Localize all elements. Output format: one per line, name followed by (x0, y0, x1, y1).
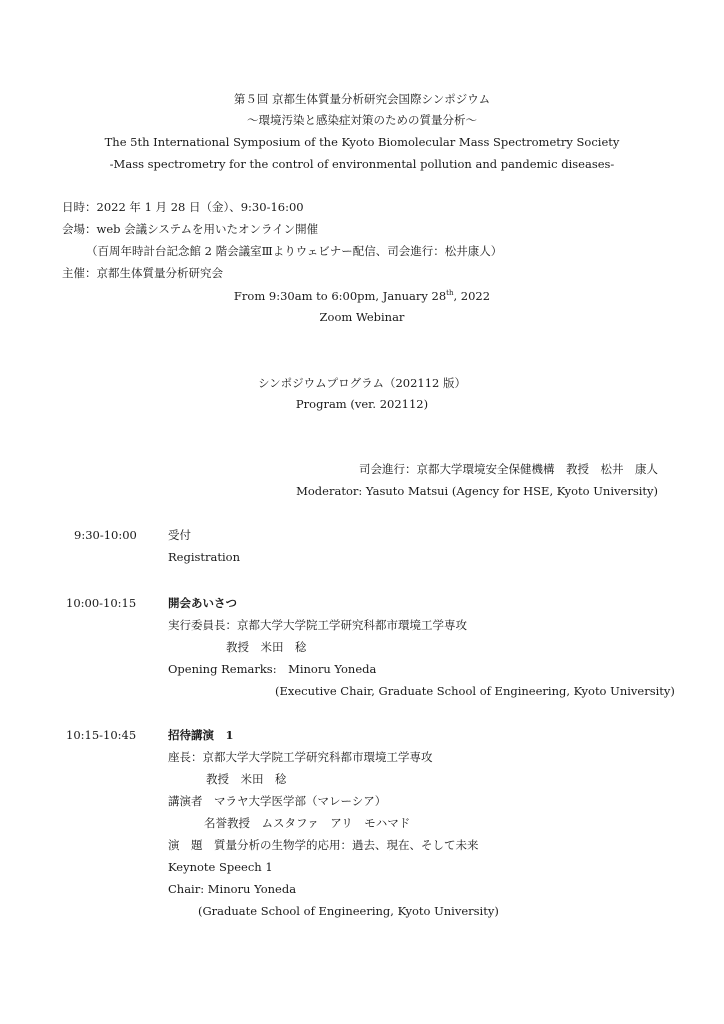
session-line: 実行委員長：京都大学大学院工学研究科都市環境工学専攻 (168, 618, 467, 632)
symposium-subtitle-en: -Mass spectrometry for the control of environmental pollution and pandemic diseases- (109, 157, 615, 171)
session-line: Keynote Speech 1 (168, 860, 273, 874)
session-time: 10:15-10:45 (66, 728, 137, 742)
session-line: Registration (168, 550, 241, 564)
session-line: 教授 米田 稔 (226, 640, 307, 654)
event-time-en (0, 290, 724, 302)
program-title-jp: シンポジウムプログラム（202112 版） (257, 376, 467, 390)
session-line: (Executive Chair, Graduate School of Engineering, Kyoto University) (275, 684, 675, 698)
moderator-jp: 司会進行：京都大学環境安全保健機構 教授 松井 康人 (359, 462, 658, 476)
session-title: 開会あいさつ (168, 596, 237, 610)
session-time: 10:00-10:15 (66, 596, 137, 610)
session-line: 座長：京都大学大学院工学研究科都市環境工学専攻 (168, 750, 433, 764)
session-line: 講演者 マラヤ大学医学部（マレーシア） (168, 794, 387, 808)
event-format-en: Zoom Webinar (319, 310, 405, 324)
symposium-title-en: The 5th International Symposium of the Kyoto Biomolecular Mass Spectrometry Society (104, 135, 620, 149)
event-time-year: , 2022 (453, 288, 491, 303)
event-venue-note: （百周年時計台記念館 2 階会議室Ⅲよりウェビナー配信、司会進行：松井康人） (86, 244, 503, 258)
session-line: Opening Remarks: Minoru Yoneda (168, 662, 377, 676)
session-line: 教授 米田 稔 (206, 772, 287, 786)
session-line: 演 題 質量分析の生物学的応用：過去、現在、そして未来 (168, 838, 479, 852)
event-time-main: From 9:30am to 6:00pm, January 28 (233, 288, 447, 303)
program-title-en: Program (ver. 202112) (295, 397, 429, 411)
session-title: 招待講演 1 (168, 728, 234, 742)
session-time: 9:30-10:00 (74, 528, 137, 542)
event-time-sup: th (446, 289, 454, 297)
symposium-title-jp: 第５回 京都生体質量分析研究会国際シンポジウム (233, 92, 491, 106)
event-venue: 会場：web 会議システムを用いたオンライン開催 (62, 222, 319, 236)
session-line: (Graduate School of Engineering, Kyoto University) (198, 904, 499, 918)
session-line: 受付 (168, 528, 191, 542)
event-organizer: 主催：京都生体質量分析研究会 (62, 266, 223, 280)
session-line: Chair: Minoru Yoneda (168, 882, 297, 896)
moderator-en: Moderator: Yasuto Matsui (Agency for HSE, Kyoto University) (296, 484, 658, 498)
symposium-subtitle-jp: 〜環境汚染と感染症対策のための質量分析〜 (247, 113, 477, 127)
session-line: 名誉教授 ムスタファ アリ モハマド (204, 816, 411, 830)
event-date: 日時：2022 年 1 月 28 日（金）、9:30-16:00 (62, 200, 304, 214)
